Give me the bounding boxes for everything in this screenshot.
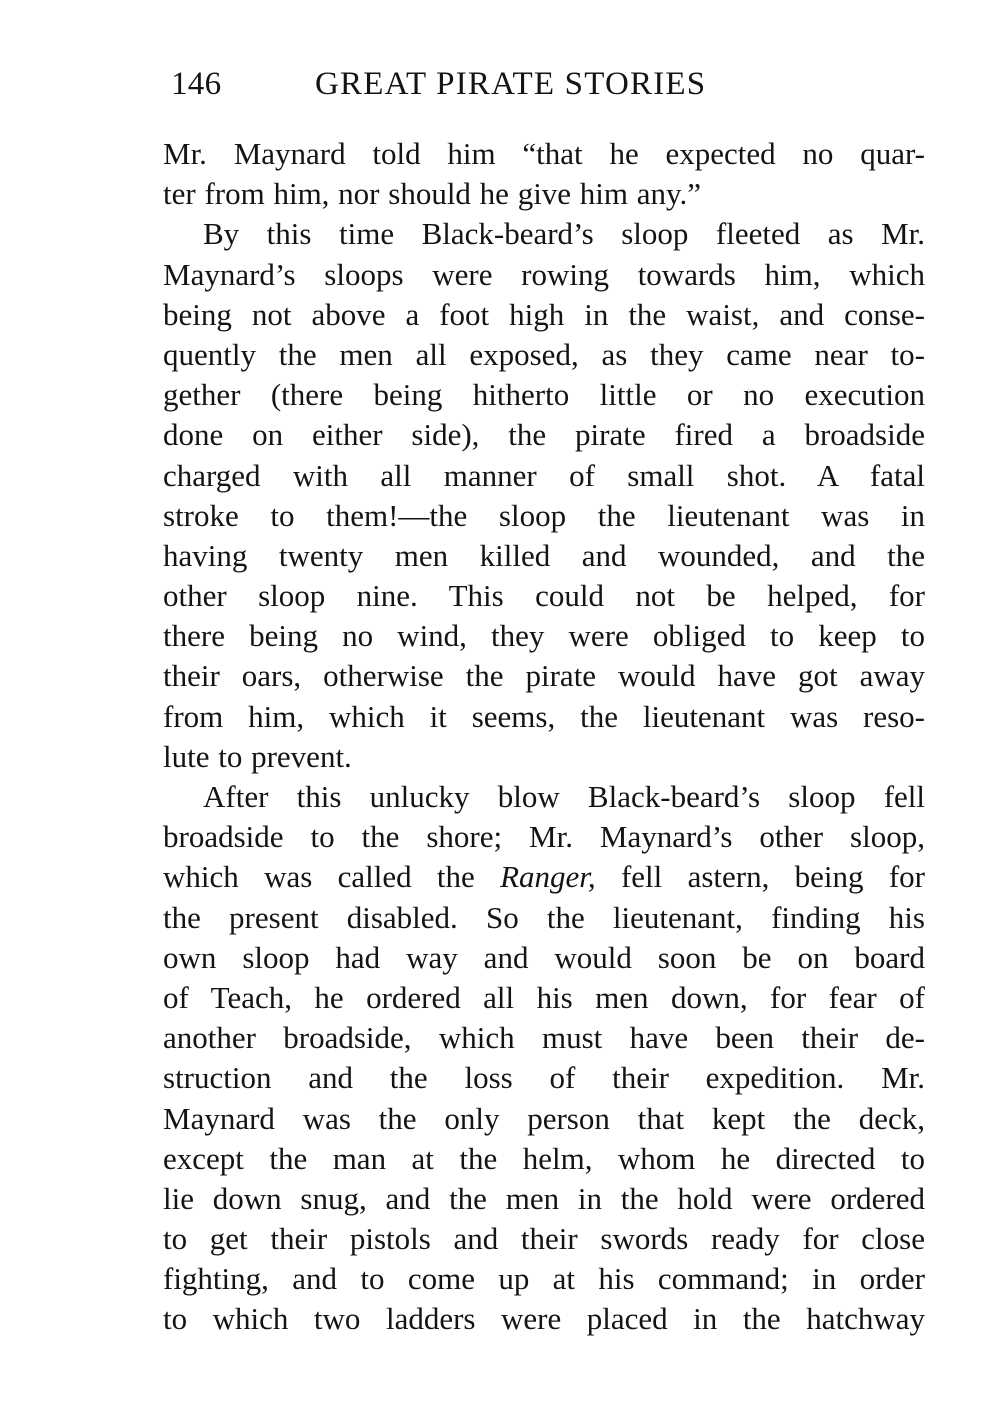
text-line: ter from him, nor should he give him any.” [163, 176, 702, 212]
text-line: charged with all manner of small shot. A fatal [163, 457, 925, 493]
text-line: struction and the loss of their expedition. Mr. [163, 1060, 925, 1096]
text-line: Maynard was the only person that kept the deck, [163, 1100, 925, 1136]
paragraph-first-line: By this time Black-beard’s sloop fleeted as Mr. [203, 216, 925, 252]
text-line: from him, which it seems, the lieutenant was reso- [163, 698, 925, 734]
text-line: gether (there being hitherto little or no execution [163, 377, 925, 413]
text-line: their oars, otherwise the pirate would have got away [163, 658, 925, 694]
text-line: to which two ladders were placed in the hatchway [163, 1301, 925, 1337]
text-line: quently the men all exposed, as they came near to- [163, 336, 925, 372]
text-line: of Teach, he ordered all his men down, for fear of [163, 979, 925, 1015]
text-line: stroke to them!—the sloop the lieutenant was in [163, 497, 925, 533]
text-line: own sloop had way and would soon be on board [163, 939, 925, 975]
text-line: there being no wind, they were obliged to keep to [163, 618, 925, 654]
page-number: 146 [171, 66, 222, 102]
text-line: another broadside, which must have been their de- [163, 1020, 925, 1056]
text-line: being not above a foot high in the waist, and conse- [163, 296, 925, 332]
text-line: lie down snug, and the men in the hold were ordered [163, 1180, 925, 1216]
text-line: to get their pistols and their swords ready for close [163, 1221, 925, 1257]
text-line: fighting, and to come up at his command; in order [163, 1261, 925, 1297]
text-line: other sloop nine. This could not be helped, for [163, 578, 925, 614]
paragraph-first-line: After this unlucky blow Black-beard’s sloop fell [203, 779, 925, 814]
text-line: having twenty men killed and wounded, and the [163, 537, 925, 573]
text-segment: which was called the [163, 859, 501, 895]
body-text [163, 134, 925, 1340]
running-head [163, 62, 923, 106]
text-line: lute to prevent. [163, 738, 352, 774]
text-line-with-italic [163, 857, 925, 897]
text-line: the present disabled. So the lieutenant, finding his [163, 899, 925, 935]
text-segment: fell astern, being for [595, 859, 925, 895]
text-line: except the man at the helm, whom he directed to [163, 1140, 925, 1176]
text-line: Mr. Maynard told him “that he expected no quar- [163, 136, 925, 171]
text-line: done on either side), the pirate fired a broadside [163, 417, 925, 453]
ship-name-italic: Ranger, [500, 859, 596, 895]
text-line: Maynard’s sloops were rowing towards him, which [163, 256, 925, 292]
book-title: GREAT PIRATE STORIES [315, 66, 707, 102]
text-line: broadside to the shore; Mr. Maynard’s other sloop, [163, 819, 925, 855]
